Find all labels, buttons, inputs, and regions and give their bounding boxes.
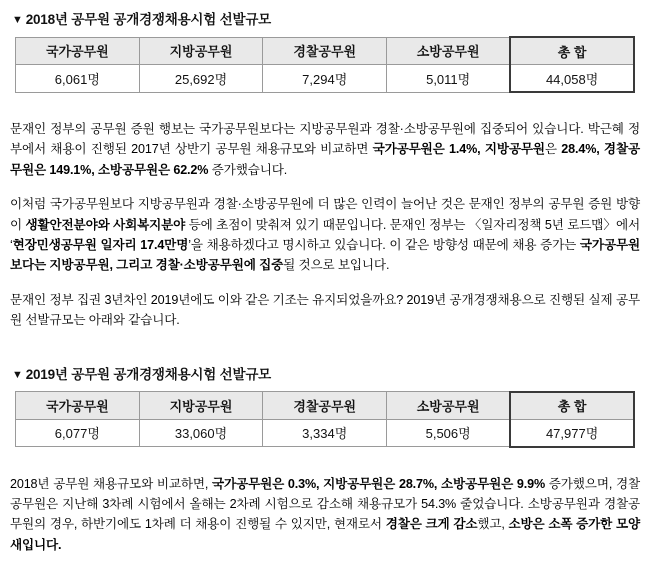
table-header-row xyxy=(16,37,635,65)
table-2019 xyxy=(15,391,635,448)
p4-bold-3: 소방은 소폭 증가한 모양새입니다. xyxy=(10,517,640,552)
spacer xyxy=(8,454,642,474)
header-police: 경찰공무원 xyxy=(263,37,387,65)
header-national: 국가공무원 xyxy=(16,392,140,420)
p4-bold-2: 경찰은 크게 감소 xyxy=(385,517,478,532)
p4-text-a: 2018년 공무원 채용규모와 비교하면, xyxy=(10,476,213,491)
p2-bold-1: 생활안전분야와 사회복지분야 xyxy=(25,217,186,232)
p2-bold-3: 국가공무원보다는 지방공무원, 그리고 경찰·소방공무원에 집중 xyxy=(10,237,640,273)
value-local: 33,060명 xyxy=(139,419,263,447)
p2-text-e: 될 것으로 보입니다. xyxy=(283,258,390,273)
p4-text-d: 했고, xyxy=(477,517,509,532)
paragraph-4 xyxy=(8,474,642,556)
triangle-down-icon: ▼ xyxy=(12,368,23,381)
value-fire: 5,011명 xyxy=(387,65,511,93)
header-fire: 소방공무원 xyxy=(387,392,511,420)
paragraph-1 xyxy=(8,119,642,180)
value-police: 3,334명 xyxy=(263,419,387,447)
spacer xyxy=(8,280,642,290)
section-title-2019 xyxy=(12,363,642,383)
p1-bold-1: 국가공무원은 1.4%, 지방공무원 xyxy=(372,142,545,157)
value-national: 6,077명 xyxy=(16,419,140,447)
spacer xyxy=(8,184,642,194)
header-police: 경찰공무원 xyxy=(263,392,387,420)
value-total: 47,977명 xyxy=(510,419,634,447)
header-total: 총 합 xyxy=(510,37,634,65)
value-total: 44,058명 xyxy=(510,65,634,93)
p4-bold-1: 국가공무원은 0.3%, 지방공무원은 28.7%, 소방공무원은 9.9% xyxy=(212,476,545,491)
table-header-row xyxy=(16,392,635,420)
section-title-2018-text: 2018년 공무원 공개경쟁채용시험 선발규모 xyxy=(25,12,272,27)
p1-text-c: 은 xyxy=(544,142,562,157)
table-row xyxy=(16,419,635,447)
paragraph-2 xyxy=(8,194,642,276)
header-local: 지방공무원 xyxy=(139,37,263,65)
value-fire: 5,506명 xyxy=(387,419,511,447)
spacer xyxy=(8,99,642,119)
table-2018 xyxy=(15,36,635,93)
header-local: 지방공무원 xyxy=(139,392,263,420)
p2-text-d: ’을 채용하겠다고 명시하고 있습니다. 이 같은 방향성 때문에 채용 증가는 xyxy=(188,237,580,252)
p1-text-a: 문재인 정부의 공무원 증원 행보는 국가공무원보다는 지방공무원과 경찰·소방공무원에 집중되어 있습니다. 박근혜 정부에서 채용이 진행된 2017년 상반기 공무원 채용규모와 비교하면 xyxy=(10,122,640,157)
header-fire: 소방공무원 xyxy=(387,37,511,65)
p1-text-d: 증가했습니다. xyxy=(208,162,288,177)
p2-text-c: 등에 초점이 맞춰져 있기 때문입니다. 문재인 정부는 〈일자리정책 5년 로드맵〉에서 ‘ xyxy=(10,217,640,252)
section-title-2018 xyxy=(12,8,642,28)
triangle-down-icon: ▼ xyxy=(12,14,23,26)
p2-text-a: 이처럼 국가공무원보다 지방공무원과 경찰·소방공무원에 더 많은 인력이 늘어난 것은 문재인 정부의 공무원 증원 방향이 xyxy=(10,197,640,232)
p1-bold-2: 28.4%, 경찰공무원은 149.1%, 소방공무원은 62.2% xyxy=(10,142,640,177)
header-total: 총 합 xyxy=(510,392,634,420)
value-local: 25,692명 xyxy=(139,65,263,93)
header-national: 국가공무원 xyxy=(16,37,140,65)
value-national: 6,061명 xyxy=(16,65,140,93)
value-police: 7,294명 xyxy=(263,65,387,93)
section-title-2019-text: 2019년 공무원 공개경쟁채용시험 선발규모 xyxy=(25,366,272,382)
paragraph-3: 문재인 정부 집권 3년차인 2019년에도 이와 같은 기조는 유지되었을까요? 2019년 공개경쟁채용으로 진행된 실제 공무원 선발규모는 아래와 같습니다. xyxy=(10,292,640,328)
p4-text-c: 증가했으며, 경찰공무원은 지난해 3차례 시험에서 올해는 2차례 시험으로 감소해 채용규모가 54.3% 줄었습니다. 소방공무원과 경찰공무원의 경우, 하반기에도 1차례 더 채용이 진행될 수 있지만, 현재로서 xyxy=(10,476,640,532)
spacer xyxy=(8,335,642,361)
table-row xyxy=(16,65,635,93)
p2-bold-2: 현장민생공무원 일자리 17.4만명 xyxy=(12,237,189,252)
